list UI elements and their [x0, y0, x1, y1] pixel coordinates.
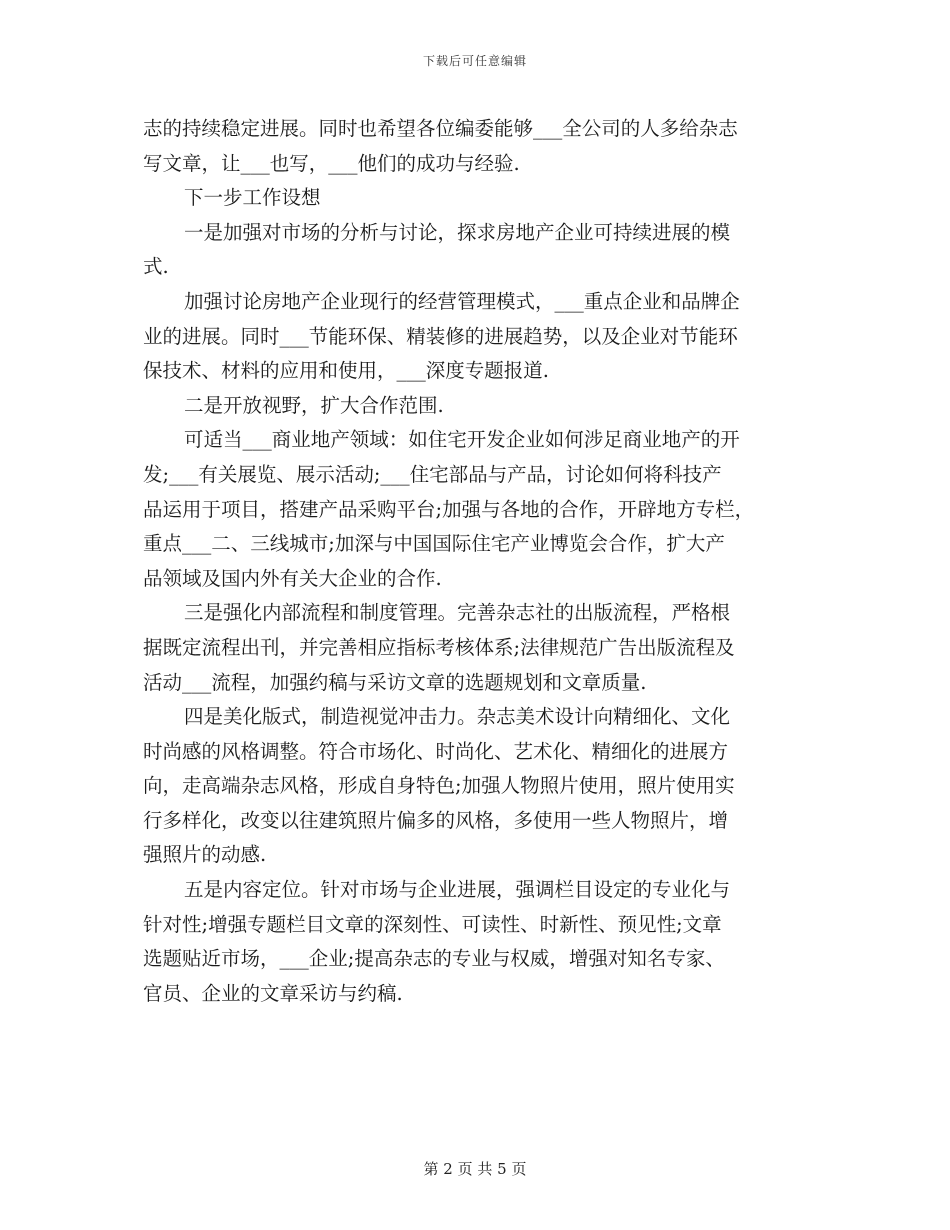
document-body	[143, 112, 813, 1011]
section-heading: 下一步工作设想	[184, 186, 321, 210]
text-line: 时尚感的风格调整。符合市场化、时尚化、艺术化、精细化的进展方	[143, 739, 729, 763]
text-line: 一是加强对市场的分析与讨论，探求房地产企业可持续进展的模	[184, 220, 731, 244]
text-line: 活动___流程，加强约稿与采访文章的选题规划和文章质量.	[143, 670, 647, 694]
text-line: 官员、企业的文章采访与约稿.	[143, 981, 403, 1005]
text-line: 向，走高端杂志风格，形成自身特色;加强人物照片使用，照片使用实	[143, 774, 735, 798]
text-line: 针对性;增强专题栏目文章的深刻性、可读性、时新性、预见性;文章	[143, 912, 722, 936]
text-line: 五是内容定位。针对市场与企业进展，强调栏目设定的专业化与	[184, 878, 731, 902]
text-line: 强照片的动感.	[143, 843, 267, 867]
text-line: 选题贴近市场，___企业;提高杂志的专业与权威，增强对知名专家、	[143, 947, 725, 971]
text-line: 加强讨论房地产企业现行的经营管理模式，___重点企业和品牌企	[184, 289, 740, 313]
text-line: 二是开放视野，扩大合作范围.	[184, 393, 444, 417]
text-line: 品领域及国内外有关大企业的合作.	[143, 566, 442, 590]
text-line: 保技术、材料的应用和使用，___深度专题报道.	[143, 359, 549, 383]
text-line: 行多样化，改变以往建筑照片偏多的风格，多使用一些人物照片，增	[143, 808, 729, 832]
text-line: 重点___二、三线城市;加深与中国国际住宅产业博览会合作，扩大产	[143, 532, 725, 556]
text-line: 写文章，让___也写，___他们的成功与经验.	[143, 151, 520, 175]
text-line: 品运用于项目，搭建产品采购平台;加强与各地的合作，开辟地方专栏，	[143, 497, 755, 521]
text-line: 据既定流程出刊，并完善相应指标考核体系;法律规范广告出版流程及	[143, 635, 735, 659]
text-line: 业的进展。同时___节能环保、精装修的进展趋势，以及企业对节能环	[143, 324, 738, 348]
page-number: 第 2 页 共 5 页	[423, 1160, 527, 1178]
text-line: 发;___有关展览、展示活动;___住宅部品与产品，讨论如何将科技产	[143, 462, 722, 486]
text-line: 可适当___商业地产领域：如住宅开发企业如何涉足商业地产的开	[184, 428, 740, 452]
text-line: 志的持续稳定进展。同时也希望各位编委能够___全公司的人多给杂志	[143, 117, 738, 140]
text-line: 三是强化内部流程和制度管理。完善杂志社的出版流程，严格根	[184, 601, 731, 625]
page-header: 下载后可任意编辑	[422, 54, 527, 68]
text-line: 四是美化版式，制造视觉冲击力。杂志美术设计向精细化、文化	[184, 705, 731, 729]
text-line: 式.	[143, 255, 169, 279]
